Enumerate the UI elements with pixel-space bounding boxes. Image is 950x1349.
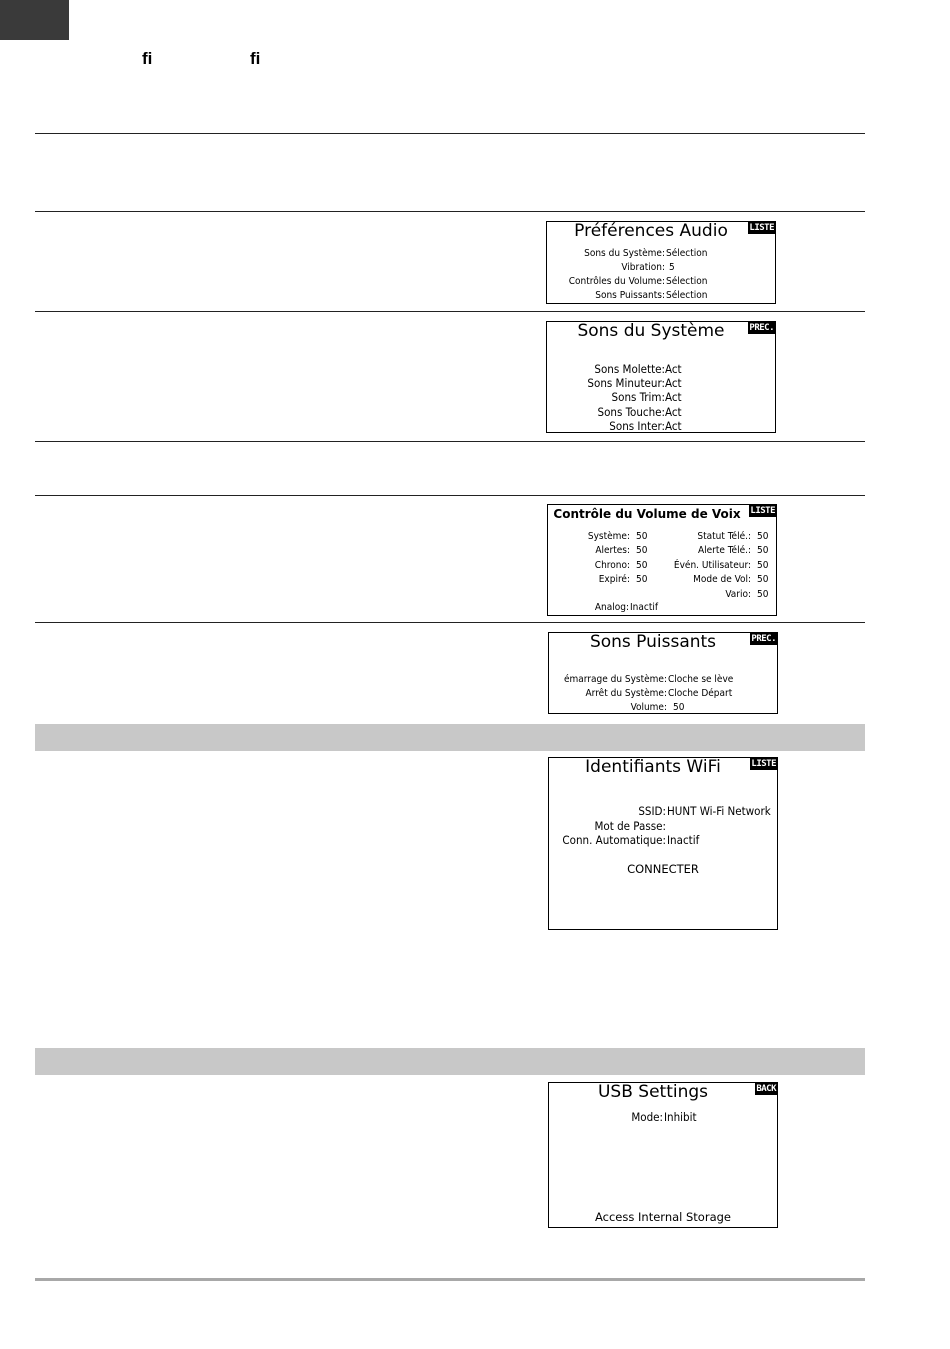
connect-button[interactable]: CONNECTER (627, 862, 699, 876)
usb-settings-screen (548, 1082, 778, 1228)
screen-title: Contrôle du Volume de Voix (553, 507, 741, 521)
analog-value: Inactif (630, 602, 659, 613)
setting-label: Contrôles du Volume: (568, 276, 665, 287)
setting-row[interactable] (547, 376, 775, 390)
mode-label: Mode: (631, 1110, 663, 1124)
setting-label: Volume: (630, 702, 667, 713)
setting-row[interactable] (547, 262, 775, 275)
volume-label: Expiré: (598, 574, 630, 585)
back-button[interactable]: BACK (756, 1084, 776, 1094)
powerful-sounds-screen (548, 632, 778, 714)
setting-label: Sons Trim: (611, 390, 665, 404)
setting-label: Sons du Système: (584, 248, 665, 259)
volume-label: Vario: (725, 589, 751, 600)
setting-row[interactable] (549, 833, 777, 847)
setting-row[interactable] (547, 248, 775, 261)
screen-title: USB Settings (597, 1082, 709, 1102)
setting-value: Act (665, 419, 682, 433)
screen-title: Sons Puissants (589, 632, 717, 652)
divider (35, 211, 865, 212)
setting-value: HUNT Wi-Fi Network (667, 804, 771, 818)
setting-value: Act (665, 362, 682, 376)
volume-value: 50 (636, 574, 648, 585)
volume-label: Statut Télé.: (697, 531, 751, 542)
setting-value: 50 (673, 702, 685, 713)
section-band (35, 1048, 865, 1075)
volume-row[interactable] (548, 560, 776, 573)
setting-label: Arrêt du Système: (585, 688, 667, 699)
volume-row[interactable] (548, 531, 776, 544)
setting-label: Mot de Passe: (594, 819, 666, 833)
page-corner-tab (0, 0, 69, 40)
divider (35, 622, 865, 623)
setting-value: Cloche Départ (668, 688, 733, 699)
divider (35, 495, 865, 496)
footer-rule (35, 1278, 865, 1281)
setting-value: 5 (669, 262, 675, 273)
mode-value: Inhibit (664, 1110, 697, 1124)
divider (35, 133, 865, 134)
setting-label: Sons Puissants: (595, 290, 665, 301)
wifi-credentials-screen (548, 757, 778, 930)
setting-label: Sons Inter: (609, 419, 665, 433)
setting-value: Cloche se lève (668, 674, 734, 685)
setting-label: Sons Touche: (597, 405, 665, 419)
setting-value: Act (665, 390, 682, 404)
volume-label: Alerte Télé.: (697, 545, 751, 556)
audio-preferences-screen (546, 221, 776, 304)
voice-volume-screen (547, 504, 777, 616)
setting-value: Act (665, 376, 682, 390)
access-storage-button[interactable]: Access Internal Storage (595, 1210, 731, 1224)
volume-value: 50 (757, 560, 769, 571)
setting-value: Sélection (666, 290, 708, 301)
volume-value: 50 (636, 560, 648, 571)
setting-row[interactable] (547, 362, 775, 376)
setting-row[interactable] (547, 405, 775, 419)
divider (35, 311, 865, 312)
volume-value: 50 (757, 545, 769, 556)
setting-label: Sons Molette: (594, 362, 665, 376)
analog-row[interactable] (548, 602, 776, 615)
setting-row[interactable] (549, 688, 777, 701)
volume-label: Mode de Vol: (693, 574, 751, 585)
list-button[interactable]: LISTE (749, 223, 774, 233)
setting-label: Conn. Automatique: (562, 833, 666, 847)
setting-row[interactable] (549, 702, 777, 714)
setting-label: Vibration: (621, 262, 665, 273)
setting-row[interactable] (549, 819, 777, 833)
system-sounds-screen (546, 321, 776, 433)
volume-value: 50 (757, 589, 769, 600)
setting-label: Sons Minuteur: (587, 376, 665, 390)
setting-value: Act (665, 405, 682, 419)
volume-value: 50 (636, 545, 648, 556)
list-button[interactable]: LISTE (750, 506, 775, 516)
setting-row[interactable] (547, 290, 775, 303)
setting-row[interactable] (547, 276, 775, 289)
setting-label: SSID: (638, 804, 666, 818)
volume-value: 50 (757, 574, 769, 585)
volume-label: Évén. Utilisateur: (673, 560, 751, 571)
volume-row[interactable] (548, 574, 776, 587)
volume-label: Alertes: (595, 545, 630, 556)
volume-value: 50 (757, 531, 769, 542)
back-button[interactable]: PREC. (749, 323, 774, 333)
analog-label: Analog: (594, 602, 629, 613)
mode-row[interactable] (549, 1110, 777, 1124)
section-band (35, 724, 865, 751)
list-button[interactable]: LISTE (751, 759, 776, 769)
setting-label: émarrage du Système: (563, 674, 667, 685)
volume-value: 50 (636, 531, 648, 542)
setting-value: Sélection (666, 248, 708, 259)
setting-row[interactable] (549, 674, 777, 687)
ligature-glyph: fi (142, 49, 153, 68)
volume-label: Système: (587, 531, 630, 542)
setting-row[interactable] (547, 419, 775, 433)
screen-title: Identifiants WiFi (585, 757, 721, 777)
divider (35, 441, 865, 442)
volume-row[interactable] (548, 589, 776, 602)
screen-title: Sons du Système (577, 321, 725, 341)
setting-row[interactable] (549, 804, 778, 818)
screen-title: Préférences Audio (574, 221, 728, 241)
volume-label: Chrono: (594, 560, 630, 571)
back-button[interactable]: PREC. (751, 634, 776, 644)
ligature-glyph: fi (250, 49, 261, 68)
setting-value: Inactif (667, 833, 700, 847)
setting-value: Sélection (666, 276, 708, 287)
setting-row[interactable] (547, 390, 775, 404)
volume-row[interactable] (548, 545, 776, 558)
